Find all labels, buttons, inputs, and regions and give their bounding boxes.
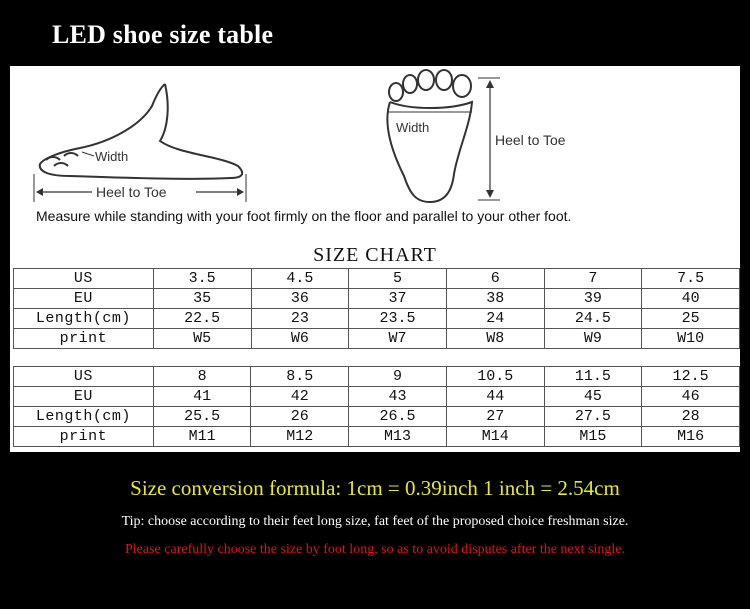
table-cell: W6 — [251, 329, 349, 349]
table-cell: 12.5 — [642, 367, 740, 387]
size-chart-panel — [10, 66, 740, 452]
table-cell: W9 — [544, 329, 642, 349]
table-cell: 43 — [349, 387, 447, 407]
table-cell: M11 — [153, 427, 251, 447]
table-cell: 44 — [446, 387, 544, 407]
table-cell: 7 — [544, 269, 642, 289]
table-cell: M14 — [446, 427, 544, 447]
warning-text: Please carefully choose the size by foot long, so as to avoid disputes after the next single. — [125, 542, 625, 557]
table-row — [14, 329, 740, 349]
table-cell: 6 — [446, 269, 544, 289]
table-cell: 23.5 — [349, 309, 447, 329]
table-cell: M12 — [251, 427, 349, 447]
table-cell: 5 — [349, 269, 447, 289]
table-cell: 8.5 — [251, 367, 349, 387]
table-cell: 28 — [642, 407, 740, 427]
table-cell: 36 — [251, 289, 349, 309]
table-row — [14, 387, 740, 407]
measure-instruction: Measure while standing with your foot firmly on the floor and parallel to your other foot. — [36, 208, 572, 224]
table-cell: M16 — [642, 427, 740, 447]
table-cell: 4.5 — [251, 269, 349, 289]
side-foot-icon — [40, 84, 242, 179]
table-row — [14, 407, 740, 427]
table-cell: 40 — [642, 289, 740, 309]
row-label: EU — [14, 289, 154, 309]
table-cell: 38 — [446, 289, 544, 309]
row-label: US — [14, 367, 154, 387]
page-title: LED shoe size table — [52, 20, 274, 49]
side-width-label: Width — [95, 149, 129, 164]
table-cell: 26 — [251, 407, 349, 427]
table-cell: 23 — [251, 309, 349, 329]
row-label: Length(cm) — [14, 309, 154, 329]
table-cell: 41 — [153, 387, 251, 407]
chart-title: SIZE CHART — [313, 244, 437, 266]
table-cell: 24.5 — [544, 309, 642, 329]
table-cell: 27.5 — [544, 407, 642, 427]
table-cell: 39 — [544, 289, 642, 309]
table-row — [14, 367, 740, 387]
table-cell: 35 — [153, 289, 251, 309]
table-cell: 37 — [349, 289, 447, 309]
table-cell: 10.5 — [446, 367, 544, 387]
table-cell: 24 — [446, 309, 544, 329]
table-cell: 46 — [642, 387, 740, 407]
tip-text: Tip: choose according to their feet long size, fat feet of the proposed choice freshman size. — [121, 514, 629, 529]
table-cell: 11.5 — [544, 367, 642, 387]
table-row — [14, 269, 740, 289]
side-length-label: Heel to Toe — [96, 184, 167, 200]
table-cell: 3.5 — [153, 269, 251, 289]
table-cell: W8 — [446, 329, 544, 349]
conversion-formula: Size conversion formula: 1cm = 0.39inch 1 inch = 2.54cm — [130, 476, 620, 500]
table-cell: 25.5 — [153, 407, 251, 427]
table-cell: 25 — [642, 309, 740, 329]
table-cell: 8 — [153, 367, 251, 387]
top-width-label: Width — [396, 120, 430, 135]
row-label: print — [14, 427, 154, 447]
table-cell: 42 — [251, 387, 349, 407]
size-table-men — [13, 366, 740, 447]
table-row — [14, 427, 740, 447]
table-cell: W7 — [349, 329, 447, 349]
row-label: EU — [14, 387, 154, 407]
table-cell: 26.5 — [349, 407, 447, 427]
table-cell: W5 — [153, 329, 251, 349]
table-cell: 9 — [349, 367, 447, 387]
table-cell: 22.5 — [153, 309, 251, 329]
sole-foot-icon — [387, 70, 472, 202]
table-cell: M15 — [544, 427, 642, 447]
table-cell: M13 — [349, 427, 447, 447]
table-cell: 27 — [446, 407, 544, 427]
table-cell: W10 — [642, 329, 740, 349]
table-cell: 7.5 — [642, 269, 740, 289]
row-label: print — [14, 329, 154, 349]
table-row — [14, 309, 740, 329]
row-label: US — [14, 269, 154, 289]
size-table-women — [13, 268, 740, 349]
table-cell: 45 — [544, 387, 642, 407]
row-label: Length(cm) — [14, 407, 154, 427]
table-row — [14, 289, 740, 309]
top-length-label: Heel to Toe — [495, 132, 566, 148]
